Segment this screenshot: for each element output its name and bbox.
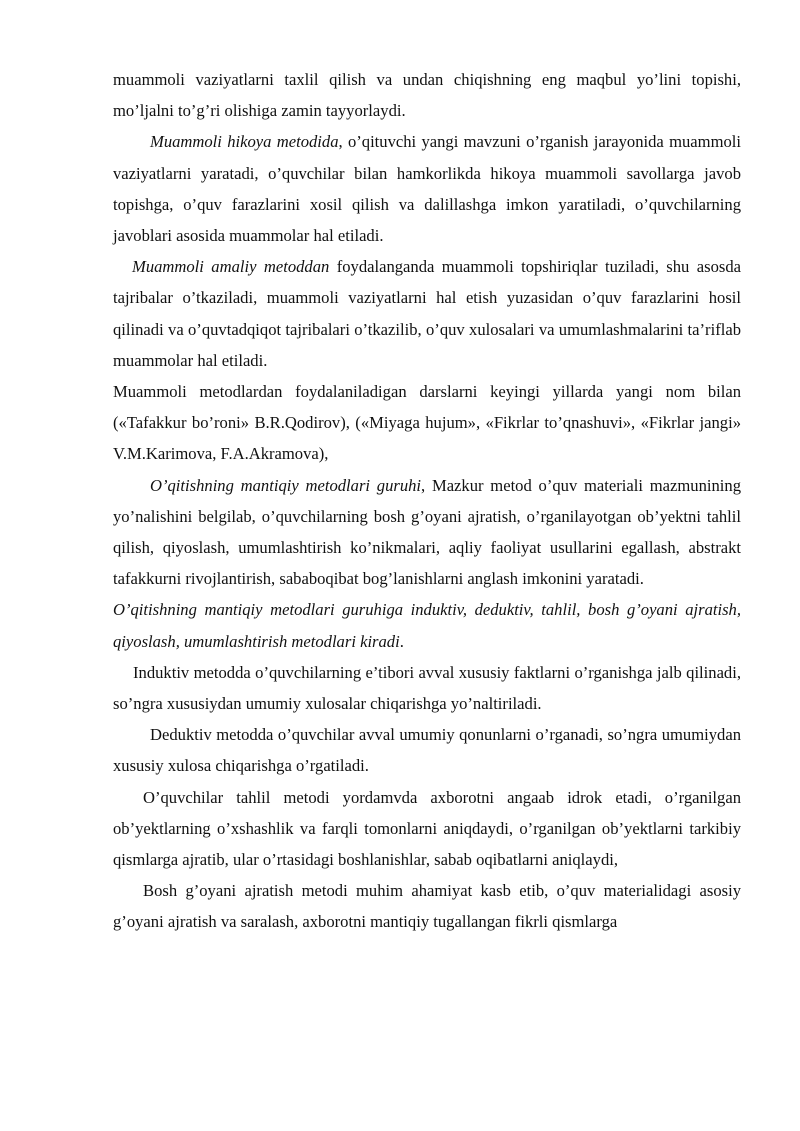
paragraph-1 bbox=[113, 64, 741, 126]
paragraph-1-text: muammoli vaziyatlarni taxlil qilish va undan chiqishning eng maqbul yo’lini topishi, mo’ljalni to’g’ri olishiga zamin tayyorlaydi. bbox=[113, 70, 741, 121]
document-page bbox=[113, 64, 741, 938]
paragraph-5-italic-lead: O’qitishning mantiqiy metodlari guruhi bbox=[150, 475, 422, 495]
paragraph-7 bbox=[113, 657, 741, 719]
paragraph-10 bbox=[113, 875, 741, 937]
paragraph-6 bbox=[113, 594, 741, 656]
paragraph-9 bbox=[113, 782, 741, 876]
paragraph-8-text: Deduktiv metodda o’quvchilar avval umumiy qonunlarni o’rganadi, so’ngra umumiydan xususiy xulosa chiqarishga o’rgatiladi. bbox=[113, 725, 741, 776]
paragraph-5-text: , Mazkur metod o’quv materiali mazmunining yo’nalishini belgilab, o’quvchilarning bosh g’oyani ajratish, o’rganilayotgan ob’yektni tahlil qilish, qiyoslash, umumlashtirish ko’nikmalari, aqliy faoliyat usullarini egallash, abstrakt tafakkurni rivojlantirish, sababoqibat bog’lanishlarni anglash imkonini yaratadi. bbox=[113, 475, 741, 589]
paragraph-6-italic-text: O’qitishning mantiqiy metodlari guruhiga induktiv, deduktiv, tahlil, bosh g’oyani ajratish, qiyoslash, umumlashtirish metodlari kiradi bbox=[113, 600, 741, 651]
paragraph-9-text: O’quvchilar tahlil metodi yordamvda axborotni angaab idrok etadi, o’rganilgan ob’yektlarning o’xshashlik va farqli tomonlarni aniqdaydi, o’rganilgan ob’yektlarni tarkibiy qismlarga ajratib, ular o’rtasidagi boshlanishlar, sabab oqibatlarni aniqlaydi, bbox=[113, 787, 741, 870]
paragraph-2-italic-lead: Muammoli hikoya metodida bbox=[150, 132, 339, 152]
paragraph-7-text: Induktiv metodda o’quvchilarning e’tibori avval xususiy faktlarni o’rganishga jalb qilinadi, so’ngra xususiydan umumiy xulosalar chiqarishga yo’naltiriladi. bbox=[113, 662, 741, 714]
paragraph-4-text: Muammoli metodlardan foydalaniladigan darslarni keyingi yillarda yangi nom bilan («Tafakkur bo’roni» B.R.Qodirov), («Miyaga hujum», «Fikrlar to’qnashuvi», «Fikrlar jangi» V.M.Karimova, F.A.Akramova), bbox=[113, 382, 741, 464]
paragraph-2 bbox=[113, 126, 741, 251]
paragraph-6-period: . bbox=[399, 631, 404, 651]
paragraph-10-text: Bosh g’oyani ajratish metodi muhim ahamiyat kasb etib, o’quv materialidagi asosiy g’oyani ajratish va saralash, axborotni mantiqiy tugallangan fikrli qismlarga bbox=[113, 881, 741, 932]
paragraph-3 bbox=[113, 251, 741, 376]
paragraph-2-text: , o’qituvchi yangi mavzuni o’rganish jarayonida muammoli vaziyatlarni yaratadi, o’quvchilar bilan hamkorlikda hikoya muammoli savollarga javob topishga, o’quv farazlarini xosil qilish va dalillashga imkon yaratiladi, o’quvchilarning javoblari asosida muammolar hal etiladi. bbox=[113, 132, 741, 246]
paragraph-3-text: foydalanganda muammoli topshiriqlar tuziladi, shu asosda tajribalar o’tkaziladi, muammoli vaziyatlarni hal etish yuzasidan o’quv farazlarini hosil qilinadi va o’quvtadqiqot tajribalari o’tkazilib, o’quv xulosalari va umumlashmalarini ta’riflab muammolar hal etiladi. bbox=[113, 257, 741, 370]
paragraph-3-italic-lead: Muammoli amaliy metoddan bbox=[132, 257, 330, 277]
paragraph-8 bbox=[113, 719, 741, 781]
paragraph-4 bbox=[113, 376, 741, 470]
paragraph-5 bbox=[113, 470, 741, 595]
